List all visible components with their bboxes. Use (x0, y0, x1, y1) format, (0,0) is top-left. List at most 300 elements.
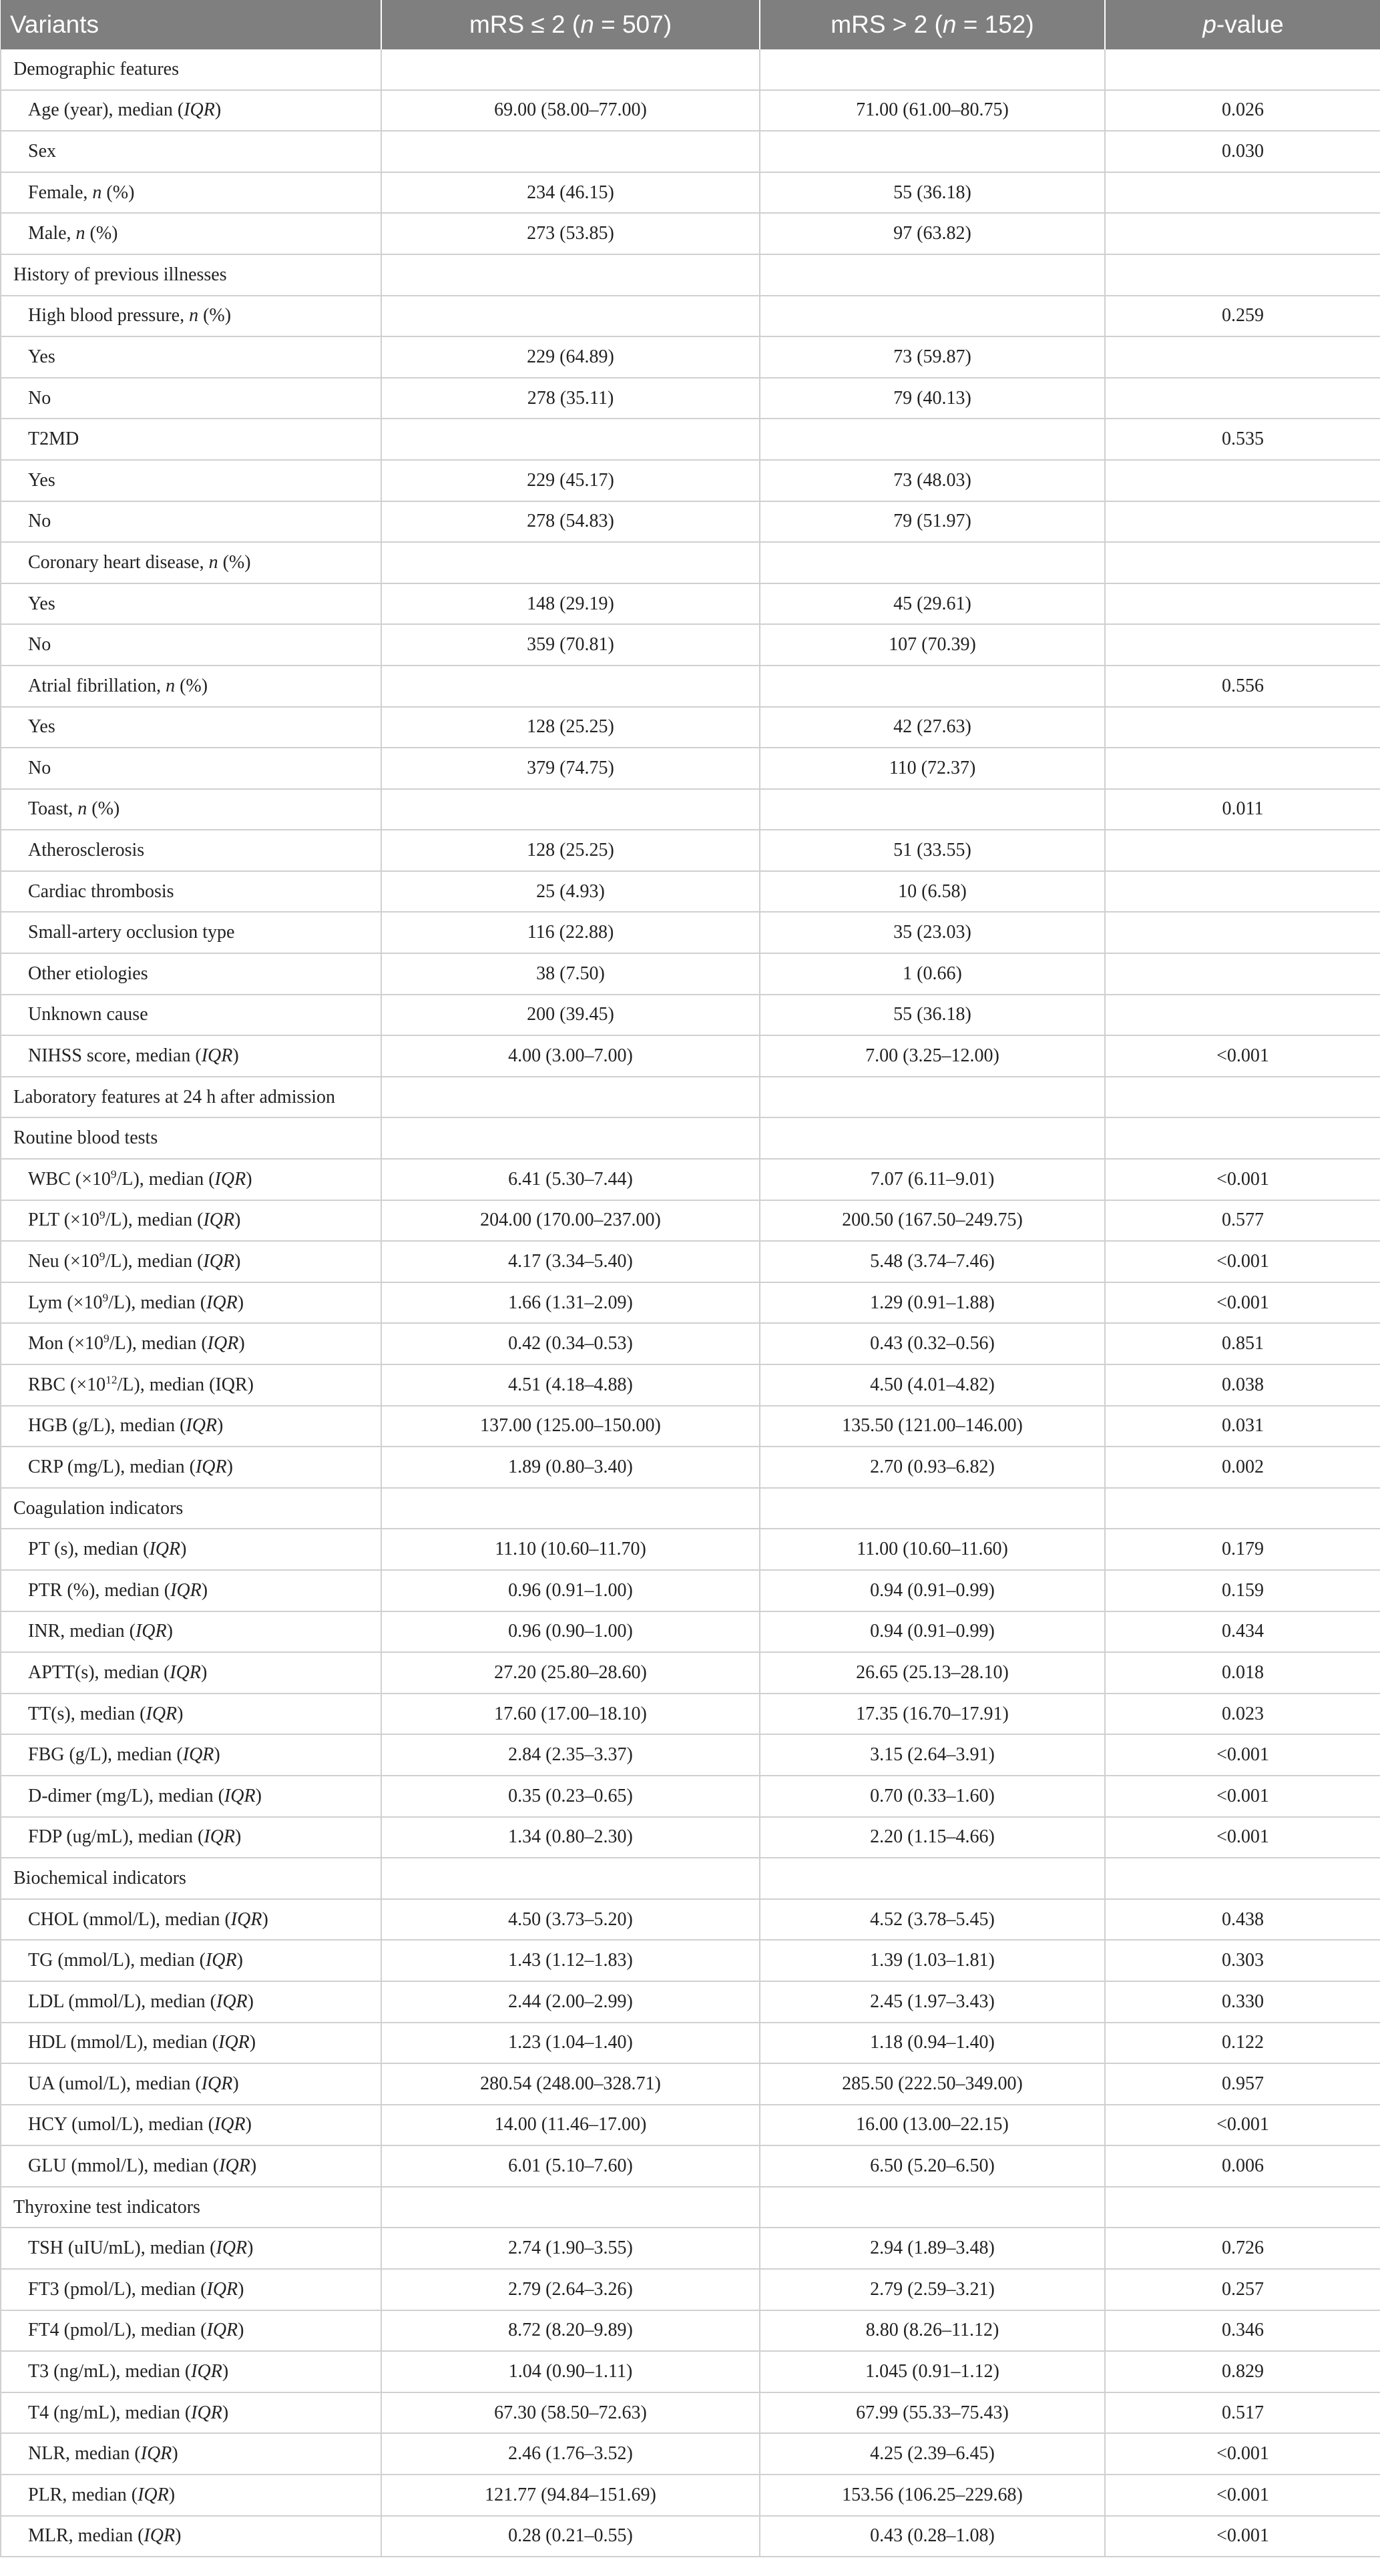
group2-value: 55 (36.18) (760, 172, 1105, 214)
group2-value: 79 (51.97) (760, 501, 1105, 543)
row-label-italic: IQR (216, 2238, 248, 2259)
table-row (1, 172, 1380, 214)
p-value: 0.535 (1105, 419, 1380, 460)
group2-value: 79 (40.13) (760, 378, 1105, 419)
row-label (1, 1694, 381, 1735)
header-group-mrs-gt-2 (760, 0, 1105, 49)
table-row (1, 1282, 1380, 1324)
row-label-text: NIHSS score, median ( (28, 1045, 202, 1067)
row-label-text-cont: /L), median ( (116, 1168, 215, 1190)
group2-value: 2.20 (1.15–4.66) (760, 1817, 1105, 1858)
row-label (1, 2023, 381, 2064)
group1-value: 359 (70.81) (381, 624, 760, 666)
group2-value: 0.43 (0.32–0.56) (760, 1323, 1105, 1364)
group1-value (381, 1117, 760, 1159)
group1-value: 0.35 (0.23–0.65) (381, 1776, 760, 1817)
table-row (1, 131, 1380, 172)
p-value: 0.011 (1105, 789, 1380, 830)
row-label (1, 830, 381, 871)
row-label (1, 501, 381, 543)
row-label-italic: n (189, 305, 199, 326)
p-value: 0.346 (1105, 2310, 1380, 2352)
row-label-text: No (28, 634, 51, 656)
row-label-tail: ) (236, 1950, 243, 1971)
row-label-text-cont: /L), median ( (105, 1251, 204, 1272)
row-label-text: Yes (28, 469, 55, 491)
group1-value (381, 296, 760, 337)
table-header (1, 0, 1380, 49)
row-label-text: No (28, 757, 51, 778)
group2-value: 71.00 (61.00–80.75) (760, 90, 1105, 132)
row-label (1, 2351, 381, 2392)
group1-value (381, 2187, 760, 2228)
row-label (1, 1611, 381, 1653)
p-value: 0.556 (1105, 666, 1380, 707)
row-label-exponent: 9 (110, 1168, 117, 1181)
row-label (1, 2228, 381, 2269)
row-label (1, 1364, 381, 1406)
header-p-value (1105, 0, 1380, 49)
group2-value: 2.79 (2.59–3.21) (760, 2269, 1105, 2310)
row-label-text: Yes (28, 593, 55, 614)
row-label (1, 2105, 381, 2146)
row-label-text: RBC (×10 (28, 1374, 106, 1395)
row-label-tail: (%) (87, 798, 120, 820)
group2-value: 73 (59.87) (760, 336, 1105, 378)
table-row (1, 2228, 1380, 2269)
row-label (1, 2392, 381, 2434)
row-label-italic: n (92, 182, 102, 203)
row-label-text-cont: /L), median (IQR) (117, 1374, 254, 1395)
p-value: <0.001 (1105, 1734, 1380, 1776)
row-label (1, 1899, 381, 1941)
row-label-text: NLR, median ( (28, 2443, 141, 2465)
row-label (1, 1817, 381, 1858)
row-label-italic: IQR (206, 2278, 238, 2300)
table-row (1, 1241, 1380, 1282)
p-value: 0.179 (1105, 1529, 1380, 1570)
row-label (1, 90, 381, 132)
header-p-symbol: p (1202, 11, 1216, 38)
group2-value (760, 419, 1105, 460)
row-label-italic: IQR (138, 2484, 169, 2505)
group2-value: 2.94 (1.89–3.48) (760, 2228, 1105, 2269)
p-value: 0.829 (1105, 2351, 1380, 2392)
group2-value: 42 (27.63) (760, 707, 1105, 748)
row-label-text: No (28, 387, 51, 409)
row-label-text: D-dimer (mg/L), median ( (28, 1785, 224, 1806)
table-row (1, 254, 1380, 296)
row-label-text: Lym (×10 (28, 1292, 103, 1313)
group1-value: 148 (29.19) (381, 583, 760, 625)
table-row (1, 995, 1380, 1036)
row-label (1, 2063, 381, 2105)
p-value: 0.257 (1105, 2269, 1380, 2310)
group1-value: 11.10 (10.60–11.70) (381, 1529, 760, 1570)
row-label (1, 953, 381, 995)
group1-value: 4.51 (4.18–4.88) (381, 1364, 760, 1406)
row-label-text: History of previous illnesses (13, 264, 227, 285)
group1-value (381, 419, 760, 460)
row-label-text: LDL (mmol/L), median ( (28, 1991, 216, 2012)
header-group2-suffix: = 152) (956, 11, 1034, 38)
group1-value: 0.42 (0.34–0.53) (381, 1323, 760, 1364)
p-value (1105, 1077, 1380, 1118)
group2-value (760, 2187, 1105, 2228)
group2-value (760, 1488, 1105, 1529)
row-label-tail: ) (234, 1210, 241, 1231)
group2-value: 285.50 (222.50–349.00) (760, 2063, 1105, 2105)
row-label (1, 912, 381, 953)
p-value: 0.018 (1105, 1652, 1380, 1694)
p-value: <0.001 (1105, 1241, 1380, 1282)
row-label-tail: ) (238, 2320, 244, 2341)
p-value (1105, 1858, 1380, 1899)
row-label-text: Biochemical indicators (13, 1867, 186, 1888)
group1-value: 1.43 (1.12–1.83) (381, 1940, 760, 1981)
row-label-text: TSH (uIU/mL), median ( (28, 2238, 216, 2259)
row-label-tail: ) (201, 1579, 208, 1601)
group1-value (381, 1858, 760, 1899)
group2-value: 1.39 (1.03–1.81) (760, 1940, 1105, 1981)
row-label-italic: IQR (203, 1210, 235, 1231)
row-label-text: GLU (mmol/L), median ( (28, 2155, 220, 2177)
row-label-italic: IQR (219, 2155, 250, 2177)
row-label-tail: ) (238, 1333, 245, 1354)
group1-value: 0.96 (0.90–1.00) (381, 1611, 760, 1653)
p-value: 0.434 (1105, 1611, 1380, 1653)
table-row (1, 789, 1380, 830)
row-label-text-cont: /L), median ( (105, 1210, 204, 1231)
row-label-tail: ) (247, 2238, 254, 2259)
group2-value: 3.15 (2.64–3.91) (760, 1734, 1105, 1776)
table-row (1, 912, 1380, 953)
table-row (1, 1077, 1380, 1118)
table-row (1, 501, 1380, 543)
group1-value: 128 (25.25) (381, 707, 760, 748)
p-value: 0.726 (1105, 2228, 1380, 2269)
group2-value: 4.50 (4.01–4.82) (760, 1364, 1105, 1406)
table-row (1, 1940, 1380, 1981)
table-row (1, 49, 1380, 90)
table-row (1, 2145, 1380, 2187)
group1-value: 1.23 (1.04–1.40) (381, 2023, 760, 2064)
p-value: <0.001 (1105, 2475, 1380, 2516)
row-label-italic: n (75, 223, 85, 244)
header-group1-prefix: mRS ≤ 2 ( (469, 11, 581, 38)
group2-value: 107 (70.39) (760, 624, 1105, 666)
group1-value: 1.34 (0.80–2.30) (381, 1817, 760, 1858)
row-label-text: Demographic features (13, 58, 179, 79)
header-group2-n: n (942, 11, 957, 38)
group1-value: 234 (46.15) (381, 172, 760, 214)
row-label-text: Mon (×10 (28, 1333, 104, 1354)
group1-value: 4.17 (3.34–5.40) (381, 1241, 760, 1282)
table-row (1, 830, 1380, 871)
group2-value: 1.045 (0.91–1.12) (760, 2351, 1105, 2392)
group2-value: 35 (23.03) (760, 912, 1105, 953)
row-label-italic: n (208, 551, 218, 573)
row-label-text: FDP (ug/mL), median ( (28, 1826, 204, 1848)
row-label-italic: IQR (214, 2114, 246, 2135)
table-row (1, 953, 1380, 995)
row-label-text: TG (mmol/L), median ( (28, 1950, 206, 1971)
table-row (1, 1035, 1380, 1077)
table-row (1, 2475, 1380, 2516)
group1-value: 0.96 (0.91–1.00) (381, 1570, 760, 1611)
row-label-tail: ) (247, 1991, 254, 2012)
row-label-tail: ) (262, 1908, 268, 1930)
p-value (1105, 542, 1380, 583)
group1-value: 121.77 (94.84–151.69) (381, 2475, 760, 2516)
row-label-tail: ) (245, 2114, 252, 2135)
table-row (1, 1776, 1380, 1817)
p-value: <0.001 (1105, 2105, 1380, 2146)
row-label (1, 1200, 381, 1242)
group2-value: 0.70 (0.33–1.60) (760, 1776, 1105, 1817)
row-label-tail: ) (214, 99, 222, 121)
row-label-text: T3 (ng/mL), median ( (28, 2361, 192, 2382)
group2-value (760, 296, 1105, 337)
row-label-text: HGB (g/L), median ( (28, 1415, 186, 1437)
table-row (1, 2433, 1380, 2475)
group2-value (760, 49, 1105, 90)
table-row (1, 542, 1380, 583)
p-value (1105, 501, 1380, 543)
table-row (1, 2351, 1380, 2392)
table-row (1, 1734, 1380, 1776)
table-row (1, 1364, 1380, 1406)
group1-value: 4.50 (3.73–5.20) (381, 1899, 760, 1941)
row-label (1, 172, 381, 214)
row-label-text: Atherosclerosis (28, 840, 145, 861)
group1-value: 8.72 (8.20–9.89) (381, 2310, 760, 2352)
row-label (1, 1981, 381, 2023)
table-row (1, 460, 1380, 501)
group2-value: 73 (48.03) (760, 460, 1105, 501)
p-value (1105, 336, 1380, 378)
group1-value: 280.54 (248.00–328.71) (381, 2063, 760, 2105)
table-row (1, 1529, 1380, 1570)
row-label (1, 131, 381, 172)
row-label-tail: ) (238, 2278, 244, 2300)
row-label-italic: IQR (216, 1991, 248, 2012)
row-label-text: Male, (28, 223, 76, 244)
row-label (1, 624, 381, 666)
table-row (1, 707, 1380, 748)
table-row (1, 583, 1380, 625)
table-row (1, 871, 1380, 913)
table-row (1, 666, 1380, 707)
table-row (1, 1488, 1380, 1529)
row-label-text: FBG (g/L), median ( (28, 1744, 183, 1766)
row-label-tail: (%) (175, 675, 208, 696)
group1-value (381, 49, 760, 90)
row-label (1, 666, 381, 707)
table-row (1, 1117, 1380, 1159)
table-row (1, 1570, 1380, 1611)
table-row (1, 1652, 1380, 1694)
row-label-italic: IQR (135, 1621, 167, 1642)
row-label-italic: IQR (140, 2443, 172, 2465)
row-label-exponent: 12 (105, 1373, 118, 1386)
group1-value: 1.04 (0.90–1.11) (381, 2351, 760, 2392)
row-label-text: Female, (28, 182, 93, 203)
table-row (1, 1899, 1380, 1941)
row-label-text: Laboratory features at 24 h after admission (13, 1086, 336, 1107)
row-label (1, 2516, 381, 2557)
group1-value: 1.66 (1.31–2.09) (381, 1282, 760, 1324)
p-value (1105, 995, 1380, 1036)
group1-value (381, 789, 760, 830)
p-value (1105, 624, 1380, 666)
row-label-text: Sex (28, 140, 56, 162)
row-label-tail: ) (255, 1785, 262, 1806)
group1-value: 6.41 (5.30–7.44) (381, 1159, 760, 1200)
group2-value: 45 (29.61) (760, 583, 1105, 625)
group1-value: 1.89 (0.80–3.40) (381, 1447, 760, 1488)
p-value: 0.002 (1105, 1447, 1380, 1488)
row-label (1, 1940, 381, 1981)
row-label-text: UA (umol/L), median ( (28, 2073, 202, 2094)
row-label-italic: IQR (186, 1415, 218, 1437)
row-label (1, 2433, 381, 2475)
row-label-text: Thyroxine test indicators (13, 2196, 200, 2218)
table-row (1, 2269, 1380, 2310)
row-label-text: CHOL (mmol/L), median ( (28, 1908, 231, 1930)
row-label (1, 2269, 381, 2310)
table-row (1, 1447, 1380, 1488)
p-value (1105, 583, 1380, 625)
row-label-text-cont: /L), median ( (109, 1333, 208, 1354)
group2-value (760, 666, 1105, 707)
p-value: 0.038 (1105, 1364, 1380, 1406)
row-label-text: PT (s), median ( (28, 1539, 150, 1560)
p-value (1105, 213, 1380, 254)
group2-value (760, 1858, 1105, 1899)
row-label-tail: ) (232, 2073, 239, 2094)
row-label-text: Age (year), median ( (28, 99, 184, 121)
row-label-italic: IQR (182, 1744, 214, 1766)
row-label-tail: ) (175, 2525, 182, 2547)
row-label (1, 1406, 381, 1447)
row-label (1, 213, 381, 254)
row-label (1, 1734, 381, 1776)
group2-value: 1.18 (0.94–1.40) (760, 2023, 1105, 2064)
row-label (1, 1282, 381, 1324)
group1-value: 229 (64.89) (381, 336, 760, 378)
group2-value: 200.50 (167.50–249.75) (760, 1200, 1105, 1242)
p-value: 0.303 (1105, 1940, 1380, 1981)
row-label (1, 1447, 381, 1488)
row-label (1, 1776, 381, 1817)
row-label-text: Toast, (28, 798, 78, 820)
row-label-italic: IQR (224, 1785, 256, 1806)
p-value (1105, 912, 1380, 953)
row-label (1, 49, 381, 90)
table-row (1, 296, 1380, 337)
row-label-text: Coronary heart disease, (28, 551, 209, 573)
row-label (1, 296, 381, 337)
header-group1-suffix: = 507) (594, 11, 672, 38)
table-row (1, 1159, 1380, 1200)
group2-value (760, 131, 1105, 172)
p-value (1105, 953, 1380, 995)
group2-value: 135.50 (121.00–146.00) (760, 1406, 1105, 1447)
row-label (1, 707, 381, 748)
row-label-italic: IQR (195, 1456, 227, 1477)
row-label-italic: IQR (203, 1251, 235, 1272)
row-label-italic: IQR (201, 2073, 233, 2094)
row-label-text: TT(s), median ( (28, 1703, 146, 1724)
row-label (1, 1652, 381, 1694)
row-label-tail: ) (166, 1621, 173, 1642)
row-label-text: Other etiologies (28, 963, 148, 984)
group2-value: 2.45 (1.97–3.43) (760, 1981, 1105, 2023)
row-label-tail: ) (234, 1251, 241, 1272)
row-label-text: Coagulation indicators (13, 1497, 184, 1519)
table-row (1, 378, 1380, 419)
row-label-text: INR, median ( (28, 1621, 136, 1642)
group2-value: 17.35 (16.70–17.91) (760, 1694, 1105, 1735)
group2-value: 153.56 (106.25–229.68) (760, 2475, 1105, 2516)
group1-value: 0.28 (0.21–0.55) (381, 2516, 760, 2557)
group2-value: 16.00 (13.00–22.15) (760, 2105, 1105, 2146)
table-row (1, 336, 1380, 378)
row-label-italic: IQR (218, 2032, 250, 2053)
header-group1-n: n (580, 11, 594, 38)
group1-value (381, 1488, 760, 1529)
table-row (1, 1406, 1380, 1447)
p-value: 0.159 (1105, 1570, 1380, 1611)
row-label-exponent: 9 (99, 1209, 105, 1222)
group2-value: 2.70 (0.93–6.82) (760, 1447, 1105, 1488)
row-label-text: HDL (mmol/L), median ( (28, 2032, 219, 2053)
p-value: 0.259 (1105, 296, 1380, 337)
group1-value: 2.44 (2.00–2.99) (381, 1981, 760, 2023)
row-label-italic: IQR (230, 1908, 262, 1930)
group2-value (760, 542, 1105, 583)
p-value: 0.023 (1105, 1694, 1380, 1735)
group1-value (381, 542, 760, 583)
p-value (1105, 1117, 1380, 1159)
p-value: <0.001 (1105, 1159, 1380, 1200)
row-label-text: PLR, median ( (28, 2484, 138, 2505)
table-row (1, 1694, 1380, 1735)
p-value (1105, 172, 1380, 214)
row-label-text: PTR (%), median ( (28, 1579, 171, 1601)
row-label-text: Small-artery occlusion type (28, 922, 235, 943)
group2-value: 1.29 (0.91–1.88) (760, 1282, 1105, 1324)
row-label-text: Neu (×10 (28, 1251, 99, 1272)
row-label-italic: IQR (206, 2320, 238, 2341)
p-value: 0.031 (1105, 1406, 1380, 1447)
row-label-tail: ) (168, 2484, 176, 2505)
row-label-tail: ) (250, 2155, 257, 2177)
group2-value (760, 1117, 1105, 1159)
p-value: 0.438 (1105, 1899, 1380, 1941)
p-value: <0.001 (1105, 1035, 1380, 1077)
table-row (1, 1981, 1380, 2023)
row-label-tail: (%) (218, 551, 251, 573)
row-label-exponent: 9 (102, 1291, 109, 1304)
p-value (1105, 49, 1380, 90)
p-value: 0.957 (1105, 2063, 1380, 2105)
row-label-italic: IQR (191, 2361, 222, 2382)
p-value (1105, 460, 1380, 501)
group1-value: 27.20 (25.80–28.60) (381, 1652, 760, 1694)
row-label-tail: ) (180, 1539, 187, 1560)
